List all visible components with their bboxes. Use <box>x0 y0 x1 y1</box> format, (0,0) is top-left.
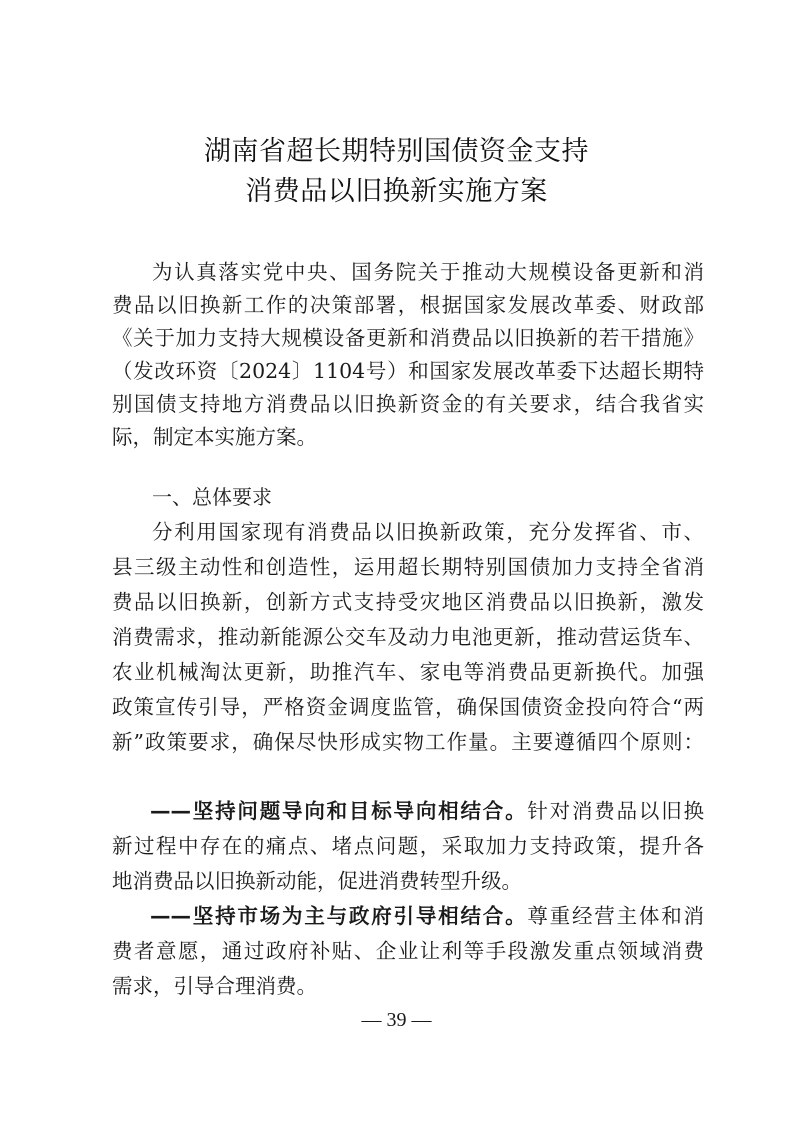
principle-2-line-1 <box>150 900 704 932</box>
principle-1-line-1 <box>150 795 704 827</box>
principle-2-text-start: 尊重经营主体和消 <box>527 904 704 928</box>
principle-1-heading: ——坚持问题导向和目标导向相结合。 <box>150 799 528 823</box>
page-number: — 39 — <box>361 1009 432 1031</box>
principle-2-line-3: 需求，引导合理消费。 <box>112 974 317 998</box>
principle-1-line-3: 地消费品以旧换新动能，促进消费转型升级。 <box>112 869 522 893</box>
intro-line-3: 《关于加力支持大规模设备更新和消费品以旧换新的若干措施》 <box>112 326 704 350</box>
intro-line-4: （发改环资〔2024〕1104号）和国家发展改革委下达超长期特 <box>112 359 704 383</box>
intro-line-5: 别国债支持地方消费品以旧换新资金的有关要求，结合我省实 <box>112 392 704 416</box>
section1-line-6: 政策宣传引导，严格资金调度监管，确保国债资金投向符合“两 <box>112 695 704 719</box>
principle-2-heading: ——坚持市场为主与政府引导相结合。 <box>150 904 528 928</box>
principle-1-line-2: 新过程中存在的痛点、堵点问题，采取加力支持政策，提升各 <box>112 834 704 858</box>
section1-line-3: 费品以旧换新，创新方式支持受灾地区消费品以旧换新，激发 <box>112 590 704 614</box>
section1-line-5: 农业机械淘汰更新，助推汽车、家电等消费品更新换代。加强 <box>112 660 704 684</box>
intro-line-2: 费品以旧换新工作的决策部署，根据国家发展改革委、财政部 <box>112 293 704 317</box>
section1-line-4: 消费需求，推动新能源公交车及动力电池更新，推动营运货车、 <box>112 625 704 649</box>
document-title-line-1: 湖南省超长期特别国债资金支持 <box>204 136 589 167</box>
section1-line-7: 新”政策要求，确保尽快形成实物工作量。主要遵循四个原则： <box>112 730 704 754</box>
principle-1-text-start: 针对消费品以旧换 <box>527 799 704 823</box>
principle-2-line-2: 费者意愿，通过政府补贴、企业让利等手段激发重点领域消费 <box>112 939 704 963</box>
intro-line-6: 际，制定本实施方案。 <box>112 425 317 449</box>
document-title-line-2: 消费品以旧换新实施方案 <box>245 176 548 207</box>
intro-line-1: 为认真落实党中央、国务院关于推动大规模设备更新和消 <box>152 260 704 284</box>
section-heading-general-requirements: 一、总体要求 <box>152 485 272 509</box>
section1-line-2: 县三级主动性和创造性，运用超长期特别国债加力支持全省消 <box>112 555 704 579</box>
section1-line-1: 分利用国家现有消费品以旧换新政策，充分发挥省、市、 <box>152 520 704 544</box>
